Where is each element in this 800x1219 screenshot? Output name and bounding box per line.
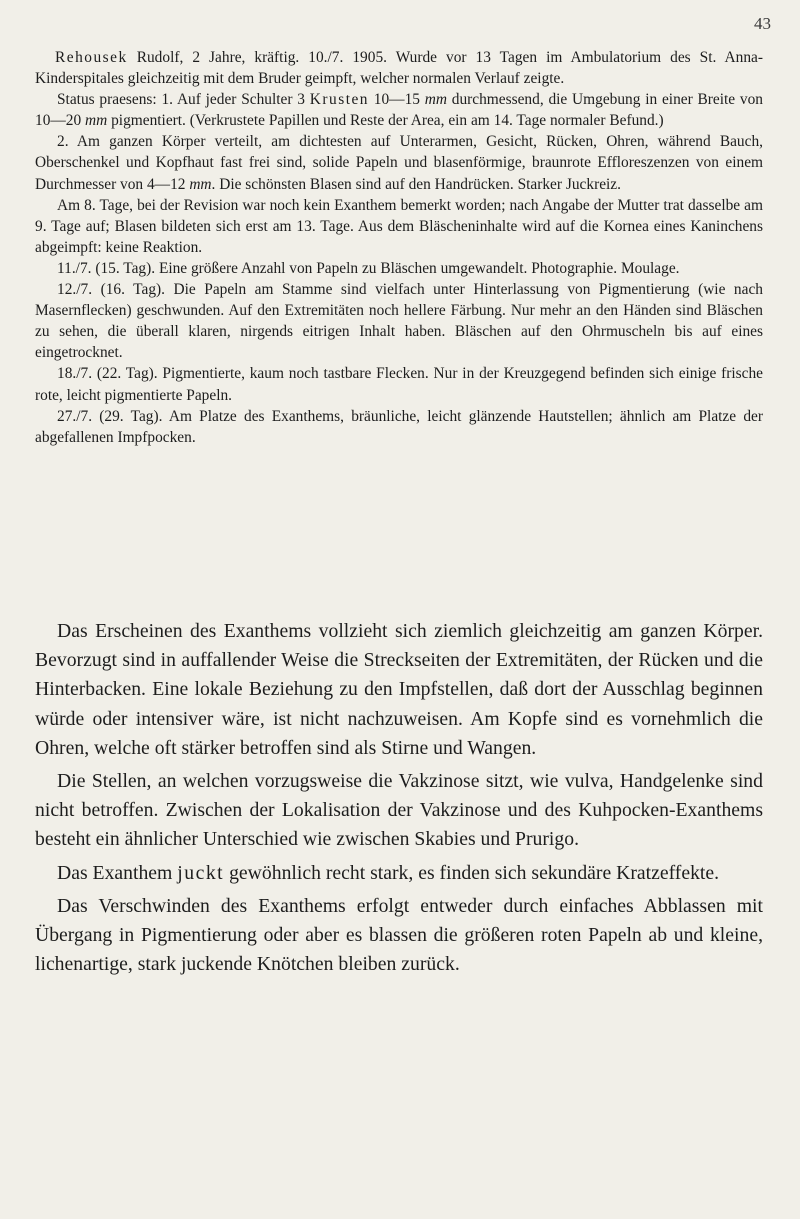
crusts-term: Krusten [309, 91, 369, 109]
itches-term: juckt [177, 861, 225, 884]
day-22-paragraph: 18./7. (22. Tag). Pigmentierte, kaum noch tastbare Flecken. Nur in der Kreuzgegend befinden sich einige frische rote, leicht pigmentierte Papeln. [35, 365, 763, 404]
exanthem-description-paragraph [35, 131, 763, 194]
itching-paragraph [35, 859, 763, 888]
revision-paragraph: Am 8. Tage, bei der Revision war noch kein Exanthem bemerkt worden; nach Angabe der Mutter trat dasselbe am 9. Tage auf; Blasen bildeten sich erst am 13. Tage. Aus dem Bläscheninhalte wird auf die Kornea eines Kaninchens abgeimpft: keine Reaktion. [35, 196, 763, 256]
itching-text-b: gewöhnlich recht stark, es finden sich sekundäre Kratzeffekte. [224, 861, 720, 884]
case-intro-paragraph [35, 47, 763, 89]
case-intro-text: Rudolf, 2 Jahre, kräftig. 10./7. 1905. Wurde vor 13 Tagen im Ambulatorium des St. Anna-Kinderspitales gleichzeitig mit dem Bruder geimpft, welcher normalen Verlauf zeigte. [35, 49, 763, 88]
patient-surname: Rehousek [55, 49, 128, 66]
status-text-c: durchmessend, die Umgebung in einer Breite von 10—20 [35, 91, 763, 130]
discussion-text [35, 617, 763, 979]
appearance-paragraph: Das Erscheinen des Exanthems vollzieht sich ziemlich gleichzeitig am ganzen Körper. Bevorzugt sind in auffallender Weise die Streckseiten der Extremitäten, der Rücken und die Hinterbacken. Eine lokale Beziehung zu den Impfstellen, daß dort der Ausschlag beginnen würde oder intensiver wäre, ist nicht nachzuweisen. Am Kopfe sind es vornehmlich die Ohren, welche oft stärker betroffen sind als Stirne und Wangen. [35, 620, 763, 759]
exanthem-text-a: 2. Am ganzen Körper verteilt, am dichtesten auf Unterarmen, Gesicht, Rücken, Ohren, während Bauch, Oberschenkel und Kopfhaut fast frei sind, solide Papeln und blasenförmige, braunrote Effloreszenzen von einem Durchmesser von 4—12 [35, 133, 763, 193]
case-report [35, 47, 763, 448]
exanthem-text-b: . Die schönsten Blasen sind auf den Handrücken. Starker Juckreiz. [211, 175, 621, 193]
page-number: 43 [754, 14, 771, 33]
unit-mm: mm [85, 112, 108, 130]
disappearance-paragraph: Das Verschwinden des Exanthems erfolgt entweder durch einfaches Abblassen mit Übergang in Pigmentierung oder aber es blassen die größeren roten Papeln ab und kleine, lichenartige, stark juckende Knötchen bleiben zurück. [35, 894, 763, 976]
unit-mm: mm [189, 175, 212, 193]
localisation-paragraph: Die Stellen, an welchen vorzugsweise die Vakzinose sitzt, wie vulva, Handgelenke sind nicht betroffen. Zwischen der Lokalisation der Vakzinose und des Kuhpocken-Exanthems besteht ein ähnlicher Unterschied wie zwischen Skabies und Prurigo. [35, 770, 763, 851]
day-29-paragraph: 27./7. (29. Tag). Am Platze des Exanthems, bräunliche, leicht glänzende Hautstellen; ähnlich am Platze der abgefallenen Impfpocken. [35, 407, 763, 446]
unit-mm: mm [424, 91, 447, 109]
day-15-paragraph: 11./7. (15. Tag). Eine größere Anzahl von Papeln zu Bläschen umgewandelt. Photographie. Moulage. [57, 259, 680, 277]
status-text-b: 10—15 [369, 91, 425, 109]
status-text-a: Status praesens: 1. Auf jeder Schulter 3 [57, 91, 310, 109]
status-text-d: pigmentiert. (Verkrustete Papillen und Reste der Area, ein am 14. Tage normaler Befund.) [107, 112, 664, 130]
day-16-paragraph: 12./7. (16. Tag). Die Papeln am Stamme sind vielfach unter Hinterlassung von Pigmentierung (wie nach Masernflecken) geschwunden. Auf den Extremitäten noch hellere Färbung. Nur mehr an den Händen sind Bläschen zu sehen, die überall klaren, nirgends eitrigen Inhalt haben. Bläschen auf den Ohrmuscheln bis auf eines eingetrocknet. [35, 281, 763, 362]
itching-text-a: Das Exanthem [57, 861, 178, 884]
status-praesens-paragraph [35, 89, 763, 131]
